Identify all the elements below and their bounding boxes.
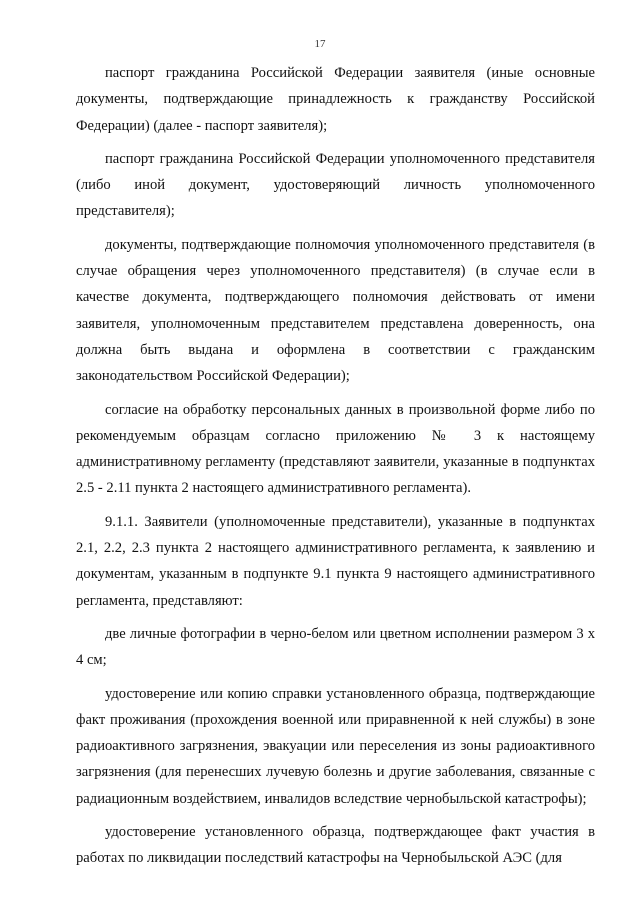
paragraph-liquidation-certificate: удостоверение установленного образца, подтверждающее факт участия в работах по ликвидации последствий катастрофы на Чернобыльской АЭС (для bbox=[76, 824, 595, 867]
paragraph-representative-authority: документы, подтверждающие полномочия уполномоченного представителя (в случае обращения через уполномоченного представителя) (в случае если в качестве документа, подтверждающего полномочия действовать от имени заявителя, уполномоченным представителем представлена доверенность, она должна быть выдана и оформлена в соответствии с гражданским законодательством Российской Федерации); bbox=[76, 236, 595, 385]
page-number: 17 bbox=[314, 38, 326, 50]
paragraph-residence-certificate: удостоверение или копию справки установленного образца, подтверждающие факт проживания (прохождения военной или приравненной к ней службы) в зоне радиоактивного загрязнения, эвакуации или переселения из зоны радиоактивного загрязнения (для перенесших лучевую болезнь и другие заболевания, связанные с радиационным воздействием, инвалидов вследствие чернобыльской катастрофы); bbox=[76, 685, 595, 807]
paragraph-personal-data-consent: согласие на обработку персональных данных в произвольной форме либо по рекомендуемым образцам согласно приложению № 3 к настоящему административному регламенту (представляют заявители, указанные в подпунктах 2.5 - 2.11 пункта 2 настоящего административного регламента). bbox=[76, 401, 595, 497]
paragraph-applicant-passport: паспорт гражданина Российской Федерации заявителя (иные основные документы, подтверждающие принадлежность к гражданству Российской Федерации) (далее - паспорт заявителя); bbox=[76, 65, 595, 134]
paragraph-9-1-1: 9.1.1. Заявители (уполномоченные представители), указанные в подпунктах 2.1, 2.2, 2.3 пункта 2 настоящего административного регламента, к заявлению и документам, указанным в подпункте 9.1 пункта 9 настоящего административного регламента, представляют: bbox=[76, 513, 595, 609]
paragraph-photographs: две личные фотографии в черно-белом или цветном исполнении размером 3 х 4 см; bbox=[76, 625, 595, 669]
paragraph-representative-passport: паспорт гражданина Российской Федерации уполномоченного представителя (либо иной документ, удостоверяющий личность уполномоченного представителя); bbox=[76, 150, 595, 220]
document-body bbox=[76, 60, 595, 879]
